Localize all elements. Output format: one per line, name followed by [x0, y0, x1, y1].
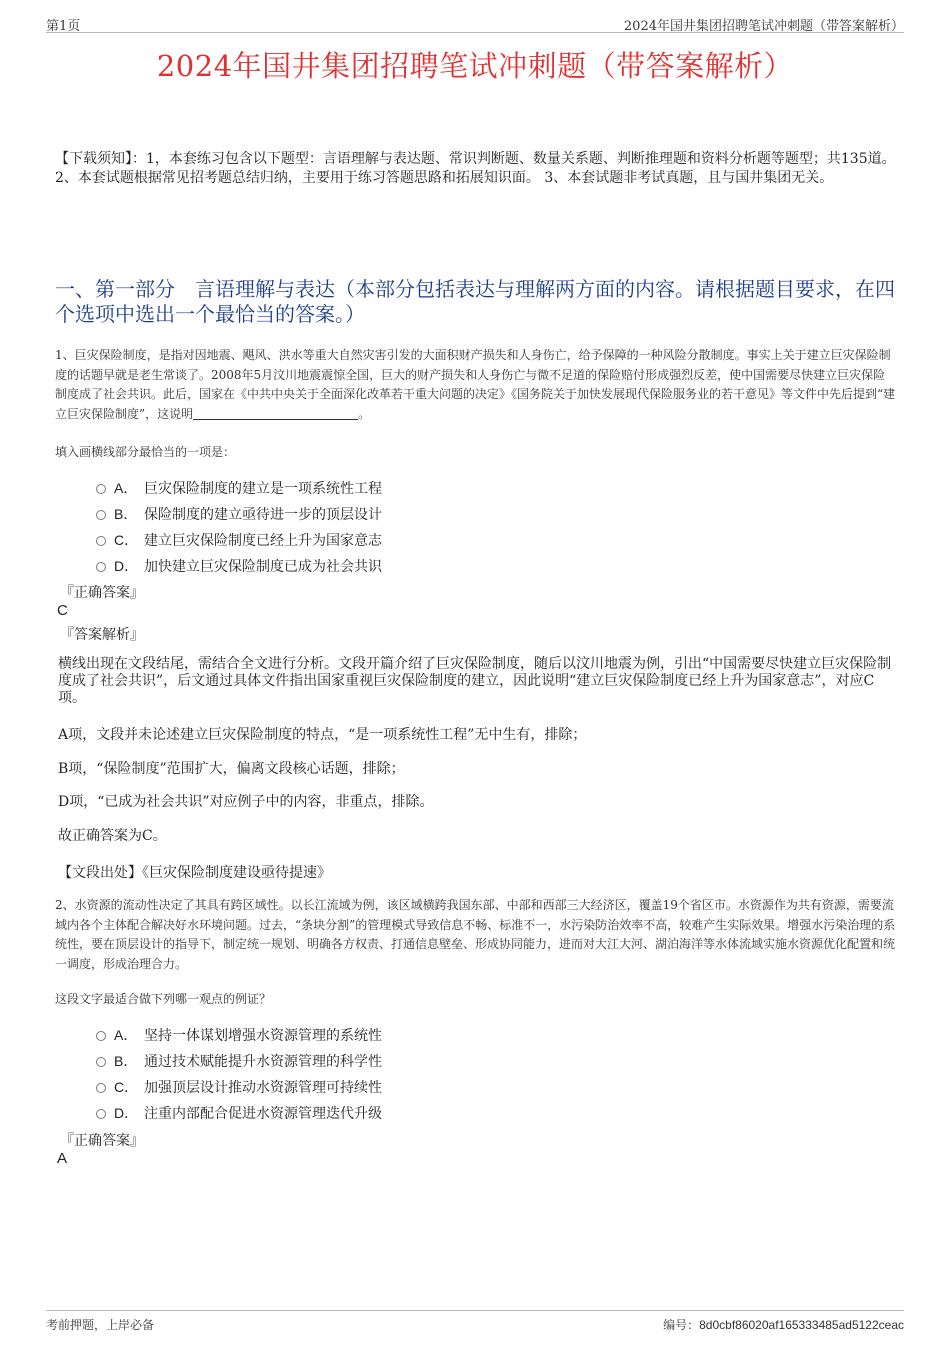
page-header	[46, 12, 904, 33]
radio-icon[interactable]	[96, 1031, 106, 1041]
radio-icon[interactable]	[96, 1083, 106, 1093]
q1-analysis-label: 『答案解析』	[60, 627, 144, 643]
q1-option-d[interactable]: D． 加快建立巨灾保险制度已成为社会共识	[96, 556, 382, 576]
document-title: 2024年国井集团招聘笔试冲刺题（带答案解析）	[156, 49, 794, 83]
q1-source: 【文段出处】《巨灾保险制度建设亟待提速》	[58, 865, 331, 881]
question-2-prompt: 这段文字最适合做下列哪一观点的例证？	[55, 992, 272, 1006]
q1-option-b[interactable]: B． 保险制度的建立亟待进一步的顶层设计	[96, 504, 382, 524]
q2-option-d[interactable]: D． 注重内部配合促进水资源管理迭代升级	[96, 1103, 382, 1123]
question-1-stem: 1、巨灾保险制度，是指对因地震、飓风、洪水等重大自然灾害引发的大面积财产损失和人身伤亡，给予保障的一种风险分散制度。事实上关于建立巨灾保险制度的话题早就是老生常谈了。2008年5月汶川地震震惊全国，巨大的财产损失和人身伤亡与微不足道的保险赔付形成强烈反差，使中国需要尽快建立巨灾保险制度成了社会共识。此后，国家在《中共中央关于全面深化改革若干重大问题的决定》《国务院关于加快发展现代保险服务业的若干意见》等文件中先后提到“建立巨灾保险制度”，这说明 。	[55, 348, 896, 421]
q2-option-c[interactable]: C． 加强顶层设计推动水资源管理可持续性	[96, 1077, 382, 1097]
radio-icon[interactable]	[96, 510, 106, 520]
question-1-prompt: 填入画横线部分最恰当的一项是：	[55, 445, 236, 459]
radio-icon[interactable]	[96, 1057, 106, 1067]
q1-option-a[interactable]: A． 巨灾保险制度的建立是一项系统性工程	[96, 478, 382, 498]
radio-icon[interactable]	[96, 484, 106, 494]
page-footer	[46, 1310, 904, 1335]
q2-answer: A	[57, 1150, 68, 1167]
page-number: 第1页	[46, 19, 81, 34]
section-heading: 一、第一部分 言语理解与表达（本部分包括表达与理解两方面的内容。请根据题目要求，在四个选项中选出一个最恰当的答案。）	[55, 277, 895, 326]
q1-answer-label: 『正确答案』	[60, 585, 144, 601]
q1-option-c[interactable]: C． 建立巨灾保险制度已经上升为国家意志	[96, 530, 382, 550]
question-2-stem: 2、水资源的流动性决定了其具有跨区域性。以长江流域为例，该区域横跨我国东部、中部和西部三大经济区，覆盖19个省区市。水资源作为共有资源，需要流域内各个主体配合解决好水环境问题。过去，“条块分割”的管理模式导致信息不畅、标准不一，水污染防治效率不高，较难产生实际效果。增强水污染治理的系统性，要在顶层设计的指导下，制定统一规划、明确各方权责、打通信息壁垒、形成协同能力，进而对大江大河、湖泊海洋等水体流域实施水资源优化配置和统一调度，形成治理合力。	[55, 898, 896, 971]
radio-icon[interactable]	[96, 1109, 106, 1119]
download-notice: 【下载须知】：1，本套练习包含以下题型：言语理解与表达题、常识判断题、数量关系题、判断推理题和资料分析题等题型；共135道。 2、本套试题根据常见招考题总结归纳，主要用于练习答题思路和拓展知识面。 3、本套试题非考试真题，且与国井集团无关。	[55, 151, 896, 186]
footer-slogan: 考前押题，上岸必备	[46, 1318, 155, 1332]
header-doc-title: 2024年国井集团招聘笔试冲刺题（带答案解析）	[623, 19, 904, 34]
radio-icon[interactable]	[96, 536, 106, 546]
q1-analysis-d: D项，“已成为社会共识”对应例子中的内容，非重点，排除。	[58, 794, 434, 810]
q1-analysis-paragraph: 横线出现在文段结尾，需结合全文进行分析。文段开篇介绍了巨灾保险制度，随后以汶川地震为例，引出“中国需要尽快建立巨灾保险制度成了社会共识”，后文通过具体文件指出国家重视巨灾保险制度的建立，因此说明“建立巨灾保险制度已经上升为国家意志”，对应C项。	[58, 656, 892, 706]
radio-icon[interactable]	[96, 562, 106, 572]
q2-answer-label: 『正确答案』	[60, 1133, 144, 1149]
q1-analysis-a: A项，文段并未论述建立巨灾保险制度的特点，“是一项系统性工程”无中生有，排除；	[58, 727, 587, 743]
q1-analysis-conclusion: 故正确答案为C。	[58, 828, 167, 844]
q1-answer: C	[57, 602, 68, 619]
footer-code: 编号：8d0cbf86020af165333485ad5122ceac	[663, 1318, 904, 1332]
q2-option-a[interactable]: A． 坚持一体谋划增强水资源管理的系统性	[96, 1025, 382, 1045]
q1-analysis-b: B项，“保险制度”范围扩大，偏离文段核心话题，排除；	[58, 761, 405, 777]
answer-blank	[193, 407, 358, 420]
q2-option-b[interactable]: B． 通过技术赋能提升水资源管理的科学性	[96, 1051, 382, 1071]
